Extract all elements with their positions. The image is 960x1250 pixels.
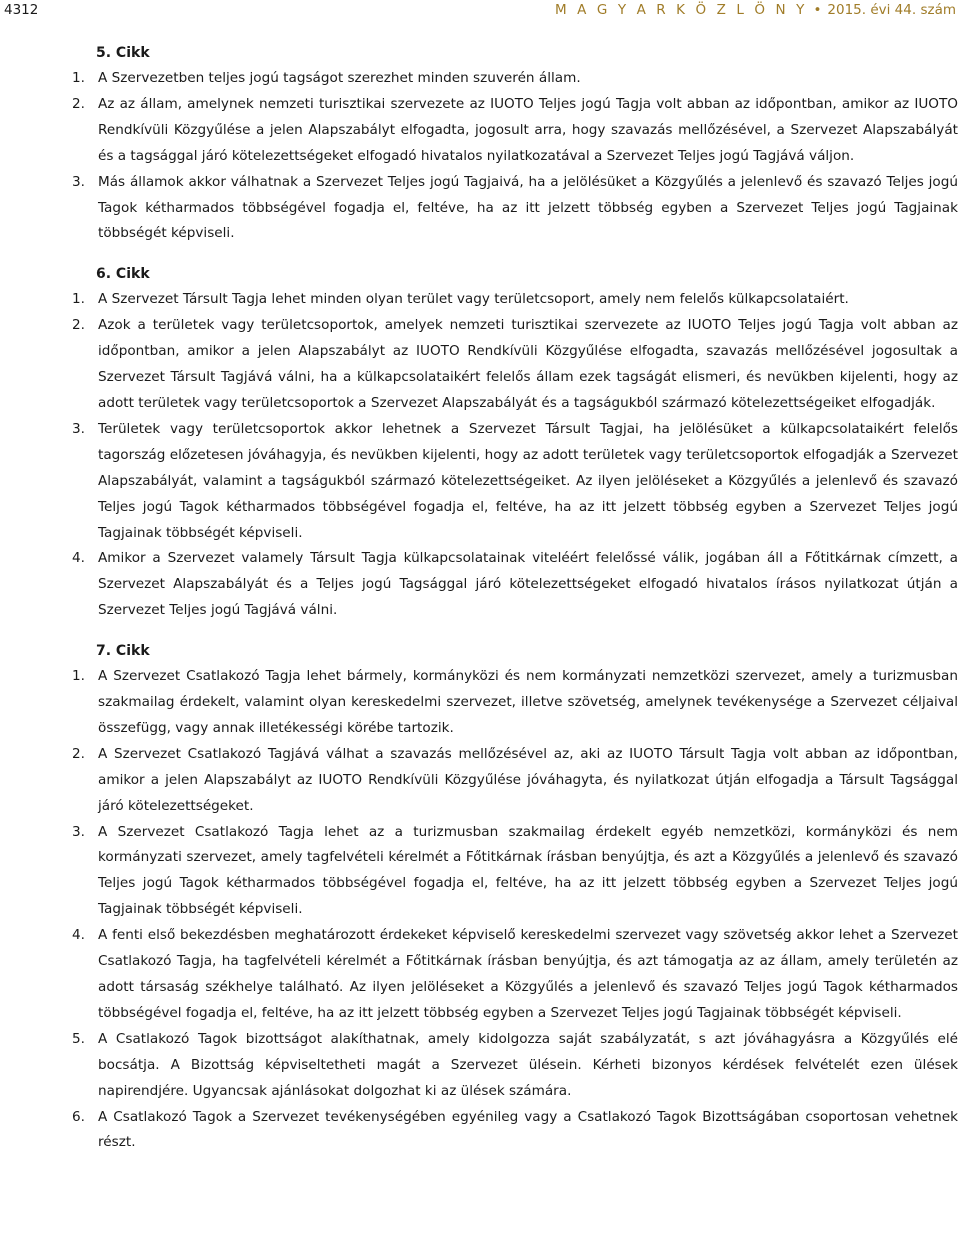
paragraph-number: 3.	[72, 823, 85, 840]
article-title: 6. Cikk	[96, 266, 150, 283]
paragraph-text: Amikor a Szervezet valamely Társult Tagja külkapcsolatainak viteléért felelőssé válik, jogában áll a Főtitkárnak címzett, a Szervezet Alapszabályát és a Teljes jogú Tagsággal járó kötelezettségeket elfogadó hivatalos írásos nyilatkozat útján a Szervezet Teljes jogú Tagjává válni.	[98, 550, 958, 619]
paragraph-text: A Csatlakozó Tagok bizottságot alakíthatnak, amely kidolgozza saját szabályzatát, s azt jóváhagyásra a Közgyűlés elé bocsátja. A Bizottság képviseltetheti magát a Szervezet ülésein. Kérheti bizonyos kérdések felvételét ezen ülések napirendjére. Ugyancsak ajánlásokat dolgozhat ki az ülések számára.	[98, 1030, 958, 1099]
gazette-title: M A G Y A R K Ö Z L Ö N Y	[555, 2, 808, 18]
paragraph-text: Azok a területek vagy területcsoportok, amelyek nemzeti turisztikai szervezete az IUOTO Teljes jogú Tagja volt abban az időpontban, amikor a jelen Alapszabályt az IUOTO Rendkívüli Közgyűlése elfogadta, szavazás mellőzésével jogosultak a Szervezet Társult Tagjává válni, ha a külkapcsolataikért felelős állam ezek tagságát elismeri, és nevükben kijelenti, hogy az adott területek vagy területcsoportok a Szervezet Alapszabályát és a tagságukból származó kötelezettségeiket elfogadják.	[98, 317, 958, 411]
numbered-paragraph	[72, 92, 958, 170]
paragraph-text: Területek vagy területcsoportok akkor lehetnek a Szervezet Társult Tagjai, ha jelölésüket a külkapcsolataikért felelős tagország előzetesen jóváhagyja, és nevükben kijelenti, hogy az adott területek vagy területcsoportok elfogadják a Szervezet Alapszabályát, valamint a tagságukból származó kötelezettségeiket. Az ilyen jelöléseket a Közgyűlés a jelenlevő és szavazó Teljes jogú Tagok kétharmados többségével fogadja el, feltéve, ha az itt jelzett többség egyben a Szervezet Teljes jogú Tagjainak többségét képviseli.	[98, 420, 958, 541]
paragraph-text: Az az állam, amelynek nemzeti turisztikai szervezete az IUOTO Teljes jogú Tagja volt abban az időpontban, amikor az IUOTO Rendkívüli Közgyűlése a jelen Alapszabályt elfogadta, jogosult arra, hogy szavazás mellőzésével, a Szervezet Alapszabályát és a tagsággal járó kötelezettségeket elfogadó hivatalos nyilatkozatával a Szervezet Teljes jogú Tagjává váljon.	[98, 95, 958, 164]
paragraph-text: A Szervezet Társult Tagja lehet minden olyan terület vagy területcsoport, amely nem felelős külkapcsolataiért.	[98, 291, 849, 308]
numbered-paragraph	[72, 170, 958, 248]
numbered-paragraph	[72, 923, 958, 1027]
paragraph-number: 1.	[72, 668, 85, 685]
paragraph-text: A Szervezet Csatlakozó Tagjává válhat a szavazás mellőzésével az, aki az IUOTO Társult Tagja volt abban az időpontban, amikor a jelen Alapszabályt az IUOTO Rendkívüli Közgyűlése jóváhagyta, és nyilatkozat útján elfogadja a Társult Tagsággal járó kötelezettségeket.	[98, 745, 958, 814]
gazette-masthead	[555, 0, 956, 20]
paragraph-number: 3.	[72, 420, 85, 437]
article-section	[72, 40, 958, 247]
page-number: 4312	[4, 2, 39, 18]
paragraph-text: A fenti első bekezdésben meghatározott érdekeket képviselő kereskedelmi szervezet vagy szövetség akkor lehet a Szervezet Csatlakozó Tagja, ha tagfelvételi kérelmét a Főtitkárnak írásban benyújtja, és azt támogatja az az állam, amely területén az adott társaság székhelye található. Az ilyen jelöléseket a Közgyűlés a jelenlevő és szavazó Teljes jogú Tagok kétharmados többségével fogadja el, feltéve, ha az itt jelzett többség egyben a Szervezet Teljes jogú Tagjainak többségét képviseli.	[98, 927, 958, 1021]
numbered-paragraph	[72, 66, 958, 92]
article-section	[72, 638, 958, 1156]
numbered-paragraph	[72, 1105, 958, 1157]
paragraph-number: 1.	[72, 70, 85, 86]
numbered-paragraph	[72, 417, 958, 547]
page-header	[0, 0, 960, 22]
issue-label: 2015. évi 44. szám	[827, 2, 956, 18]
numbered-paragraph	[72, 546, 958, 624]
paragraph-number: 4.	[72, 927, 85, 944]
paragraph-text: A Szervezet Csatlakozó Tagja lehet bármely, kormányközi és nem kormányzati nemzetközi szervezet, amely a turizmusban szakmailag érdekelt, valamint olyan kereskedelmi szervezet, illetve szövetség, amelynek tevékenysége a Szervezet céljaival összefügg, vagy annak illetékességi körébe tartozik.	[98, 668, 958, 736]
numbered-paragraph	[72, 742, 958, 820]
paragraph-number: 4.	[72, 550, 85, 567]
paragraph-number: 2.	[72, 745, 85, 762]
article-title: 5. Cikk	[96, 45, 150, 61]
paragraph-number: 2.	[72, 95, 85, 112]
numbered-paragraph	[72, 820, 958, 924]
header-separator: •	[813, 2, 822, 18]
paragraph-text: Más államok akkor válhatnak a Szervezet Teljes jogú Tagjaivá, ha a jelölésüket a Közgyűlés a jelenlevő és szavazó Teljes jogú Tagok kétharmados többségével fogadja el, feltéve, ha az itt jelzett többség egyben a Szervezet Teljes jogú Tagjainak többségét képviseli.	[98, 173, 958, 242]
paragraph-text: A Szervezet Csatlakozó Tagja lehet az a turizmusban szakmailag érdekelt egyéb nemzetközi, kormányközi és nem kormányzati szervezet, amely tagfelvételi kérelmét a Főtitkárnak írásban benyújtja, és azt a Közgyűlés a jelenlevő és szavazó Teljes jogú Tagok kétharmados többségével fogadja el, feltéve, ha az itt jelzett többség egyben a Szervezet Teljes jogú Tagjainak többségét képviseli.	[98, 823, 958, 918]
paragraph-number: 5.	[72, 1030, 85, 1047]
numbered-paragraph	[72, 1027, 958, 1105]
paragraph-text: A Csatlakozó Tagok a Szervezet tevékenységében egyénileg vagy a Csatlakozó Tagok Bizottságában csoportosan vehetnek részt.	[98, 1108, 958, 1151]
numbered-paragraph	[72, 287, 958, 313]
paragraph-text: A Szervezetben teljes jogú tagságot szerezhet minden szuverén állam.	[98, 70, 581, 86]
article-section	[72, 261, 958, 624]
article-title: 7. Cikk	[96, 643, 150, 660]
paragraph-number: 1.	[72, 291, 85, 308]
numbered-paragraph	[72, 664, 958, 742]
document-body	[72, 40, 958, 1170]
paragraph-number: 3.	[72, 173, 85, 190]
numbered-paragraph	[72, 313, 958, 417]
paragraph-number: 6.	[72, 1108, 85, 1125]
paragraph-number: 2.	[72, 317, 85, 334]
